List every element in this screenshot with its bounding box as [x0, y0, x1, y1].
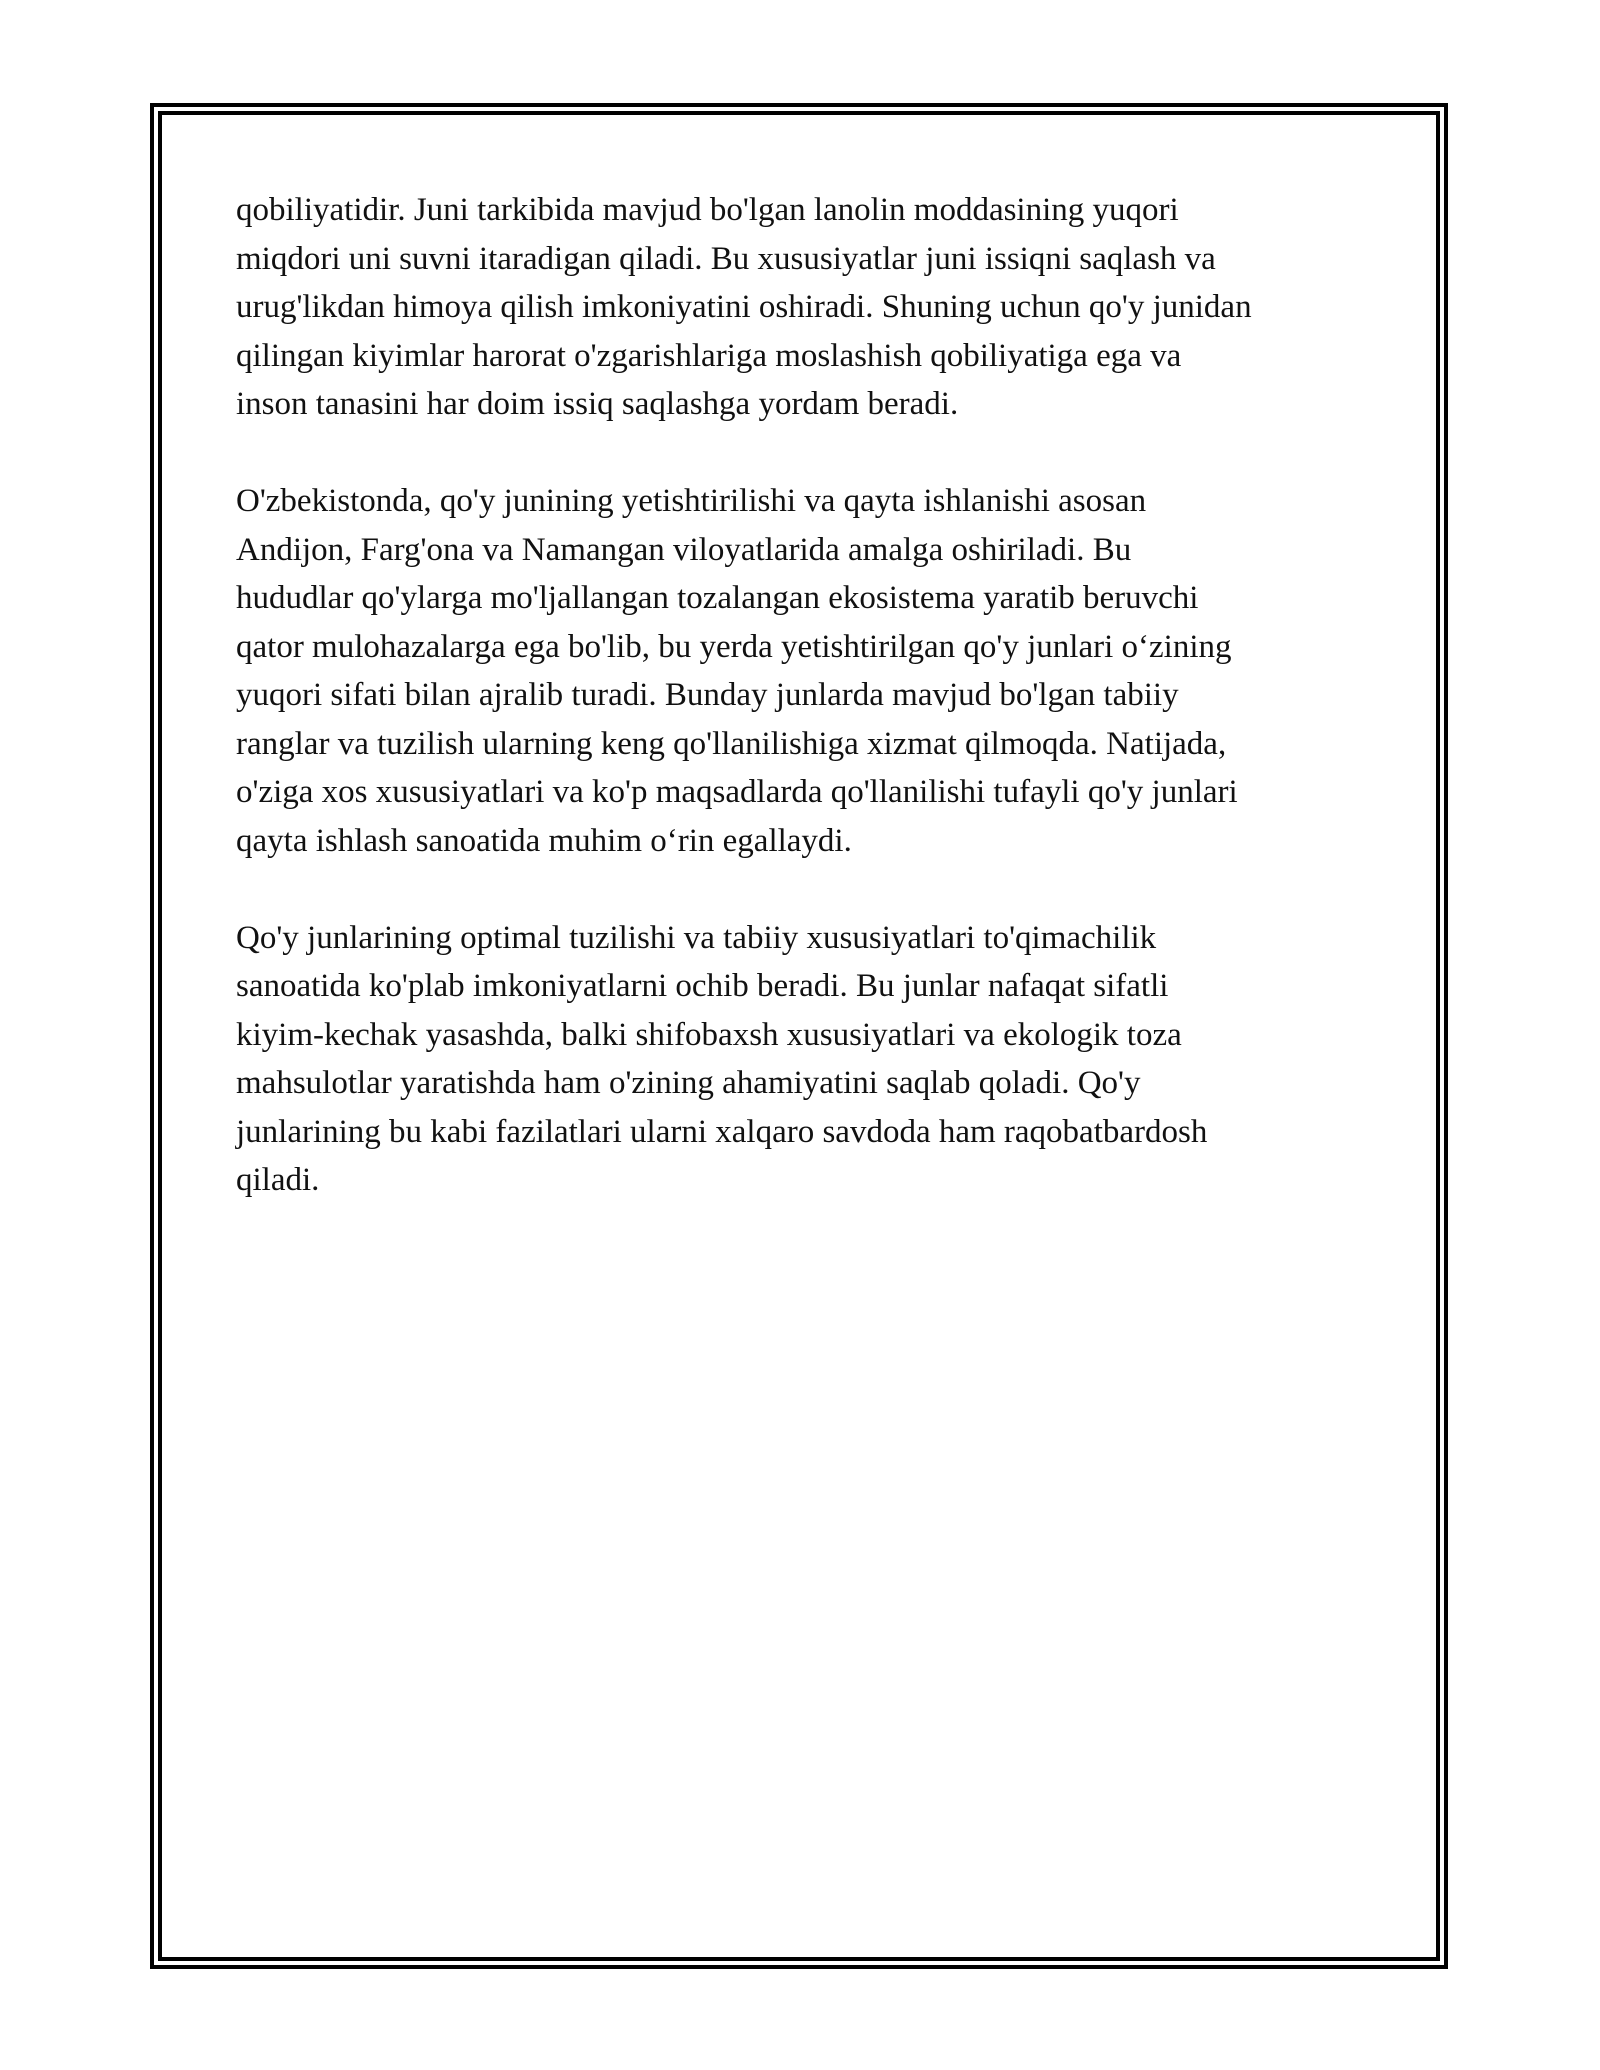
text-line: ranglar va tuzilish ularning keng qo'llanilishiga xizmat qilmoqda. Natijada, [236, 725, 1227, 762]
text-line: kiyim-kechak yasashda, balki shifobaxsh xususiyatlari va ekologik toza [236, 1016, 1182, 1053]
text-line: O'zbekistonda, qo'y junining yetishtirilishi va qayta ishlanishi asosan [236, 483, 1147, 519]
paragraph-1 [236, 186, 1376, 429]
text-line: mahsulotlar yaratishda ham o'zining ahamiyatini saqlab qoladi. Qo'y [236, 1065, 1141, 1101]
text-line: qayta ishlash sanoatida muhim o‘rin egallaydi. [236, 822, 852, 859]
text-line: o'ziga xos xususiyatlari va ko'p maqsadlarda qo'llanilishi tufayli qo'y junlari [236, 774, 1238, 810]
text-line: Andijon, Farg'ona va Namangan viloyatlarida amalga oshiriladi. Bu [236, 531, 1132, 568]
text-line: junlarining bu kabi fazilatlari ularni xalqaro savdoda ham raqobatbardosh [236, 1113, 1208, 1150]
paragraph-3 [236, 914, 1376, 1205]
text-line: urug'likdan himoya qilish imkoniyatini oshiradi. Shuning uchun qo'y junidan [236, 289, 1252, 325]
text-line: inson tanasini har doim issiq saqlashga yordam beradi. [236, 386, 959, 422]
text-line: qator mulohazalarga ega bo'lib, bu yerda yetishtirilgan qo'y junlari o‘zining [236, 628, 1232, 665]
paragraph-2 [236, 477, 1376, 865]
text-line: sanoatida ko'plab imkoniyatlarni ochib beradi. Bu junlar nafaqat sifatli [236, 968, 1169, 1004]
text-line: Qo'y junlarining optimal tuzilishi va tabiiy xususiyatlari to'qimachilik [236, 919, 1157, 956]
text-line: qiladi. [236, 1162, 320, 1198]
text-line: qilingan kiyimlar harorat o'zgarishlariga moslashish qobiliyatiga ega va [236, 337, 1182, 374]
text-line: qobiliyatidir. Juni tarkibida mavjud bo'lgan lanolin moddasining yuqori [236, 192, 1179, 228]
document-body [236, 186, 1376, 1253]
text-line: yuqori sifati bilan ajralib turadi. Bunday junlarda mavjud bo'lgan tabiiy [236, 677, 1179, 713]
text-line: hududlar qo'ylarga mo'ljallangan tozalangan ekosistema yaratib beruvchi [236, 580, 1199, 616]
text-line: miqdori uni suvni itaradigan qiladi. Bu xususiyatlar juni issiqni saqlash va [236, 240, 1216, 277]
